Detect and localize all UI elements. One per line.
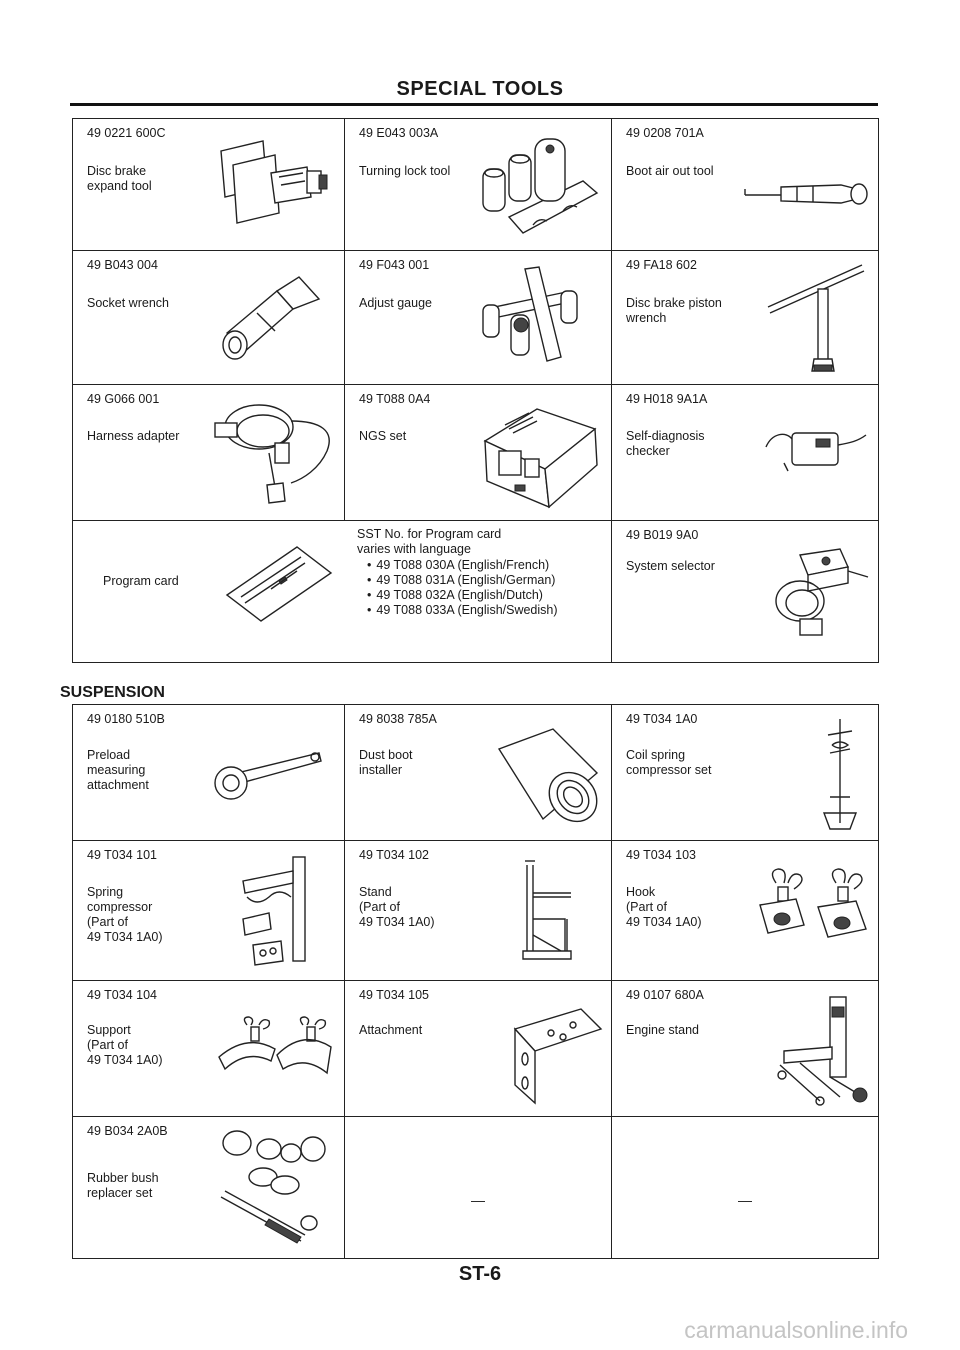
- tool-cell: [612, 841, 879, 981]
- dust-boot-installer-icon: [493, 723, 605, 829]
- tool-name: Turning lock tool: [359, 164, 451, 178]
- tool-name: Support (Part of 49 T034 1A0): [87, 1023, 163, 1067]
- program-card-icon: [221, 541, 337, 623]
- tool-cell: [345, 119, 612, 251]
- tool-cell: [345, 385, 612, 521]
- table-row: [73, 119, 879, 251]
- tool-code: 49 G066 001: [87, 392, 160, 406]
- tool-cell: [73, 119, 345, 251]
- tool-name: Disc brake expand tool: [87, 164, 152, 193]
- tool-code: 49 0221 600C: [87, 126, 166, 140]
- tool-code: 49 T034 105: [359, 988, 429, 1002]
- list-item: • 49 T088 033A (English/Swedish): [367, 603, 558, 618]
- tool-cell: [73, 251, 345, 385]
- tool-name: Attachment: [359, 1023, 423, 1037]
- support-icon: [213, 1015, 337, 1087]
- tool-code: 49 F043 001: [359, 258, 430, 272]
- harness-adapter-icon: [211, 391, 341, 509]
- tool-cell: [612, 521, 879, 663]
- tool-cell: [612, 251, 879, 385]
- table-row: [73, 385, 879, 521]
- tool-name: Coil spring compressor set: [626, 748, 712, 777]
- tool-name: Rubber bush replacer set: [87, 1171, 159, 1200]
- table-row: [73, 981, 879, 1117]
- tool-name: Adjust gauge: [359, 296, 432, 310]
- tool-code: 49 T034 103: [626, 848, 696, 862]
- adjust-gauge-icon: [463, 261, 603, 373]
- table-row: [73, 251, 879, 385]
- list-item: • 49 T088 030A (English/French): [367, 558, 558, 573]
- tool-name: NGS set: [359, 429, 407, 443]
- program-card-notes: [357, 527, 558, 619]
- section-heading: SUSPENSION: [60, 684, 165, 701]
- disc-brake-piston-wrench-icon: [762, 259, 874, 381]
- page-number: ST-6: [458, 1263, 502, 1285]
- tool-code: 49 FA18 602: [626, 258, 697, 272]
- system-selector-icon: [770, 541, 876, 641]
- page-title: SPECIAL TOOLS: [396, 78, 564, 100]
- stand-icon: [513, 855, 593, 975]
- tool-code: 49 0180 510B: [87, 712, 165, 726]
- tool-name: Harness adapter: [87, 429, 180, 443]
- boot-air-out-tool-icon: [737, 171, 872, 211]
- preload-attachment-icon: [201, 739, 331, 809]
- tool-code: 49 T034 104: [87, 988, 157, 1002]
- tool-code: 49 B043 004: [87, 258, 158, 272]
- ngs-set-icon: [475, 389, 603, 513]
- tool-name: Engine stand: [626, 1023, 699, 1037]
- variant-list: [357, 558, 558, 619]
- empty-cell: [612, 1117, 879, 1259]
- list-item: • 49 T088 031A (English/German): [367, 573, 558, 588]
- spring-compressor-icon: [223, 849, 333, 975]
- tool-code: 49 H018 9A1A: [626, 392, 708, 406]
- tool-code: 49 8038 785A: [359, 712, 437, 726]
- tool-code: 49 E043 003A: [359, 126, 439, 140]
- table-row: [73, 705, 879, 841]
- tool-name: Stand (Part of 49 T034 1A0): [359, 885, 435, 929]
- tool-name: Hook (Part of 49 T034 1A0): [626, 885, 702, 929]
- tool-cell: [345, 705, 612, 841]
- note-line: SST No. for Program card: [357, 527, 502, 541]
- title-rule: [70, 103, 878, 106]
- empty-dash: —: [471, 1192, 485, 1208]
- tool-cell: [345, 841, 612, 981]
- hook-icon: [752, 863, 874, 953]
- empty-cell: [345, 1117, 612, 1259]
- tool-code: 49 0107 680A: [626, 988, 704, 1002]
- tool-cell: [345, 251, 612, 385]
- tool-code: 49 B019 9A0: [626, 528, 699, 542]
- tool-code: 49 T034 101: [87, 848, 157, 862]
- tool-name: Boot air out tool: [626, 164, 714, 178]
- list-item: • 49 T088 032A (English/Dutch): [367, 588, 558, 603]
- watermark: carmanualsonline.info: [684, 1317, 908, 1343]
- tool-cell: [73, 1117, 345, 1259]
- special-tools-table: [72, 118, 879, 663]
- table-row: [73, 521, 879, 663]
- suspension-tools-table: [72, 704, 879, 1259]
- tool-cell: [73, 841, 345, 981]
- tool-name: Program card: [103, 574, 179, 588]
- tool-cell: [612, 385, 879, 521]
- tool-cell: [73, 981, 345, 1117]
- tool-cell: [73, 705, 345, 841]
- tool-name: Preload measuring attachment: [87, 748, 149, 792]
- tool-cell: [612, 119, 879, 251]
- tool-code: 49 0208 701A: [626, 126, 704, 140]
- tool-code: 49 B034 2A0B: [87, 1124, 168, 1138]
- self-diagnosis-checker-icon: [760, 423, 872, 483]
- tool-name: System selector: [626, 559, 715, 573]
- attachment-icon: [487, 995, 605, 1109]
- engine-stand-icon: [760, 991, 874, 1109]
- disc-brake-expand-tool-icon: [211, 133, 335, 231]
- tool-name: Dust boot installer: [359, 748, 413, 777]
- tool-code: 49 T034 102: [359, 848, 429, 862]
- socket-wrench-icon: [213, 269, 337, 369]
- note-line: varies with language: [357, 542, 471, 557]
- empty-dash: —: [738, 1192, 752, 1208]
- turning-lock-tool-icon: [473, 129, 603, 241]
- tool-name: Disc brake piston wrench: [626, 296, 722, 325]
- tool-name: Spring compressor (Part of 49 T034 1A0): [87, 885, 163, 944]
- tool-cell: [612, 981, 879, 1117]
- coil-spring-compressor-set-icon: [810, 713, 870, 835]
- table-row: [73, 1117, 879, 1259]
- tool-code: 49 T088 0A4: [359, 392, 431, 406]
- program-card-cell: [73, 521, 612, 663]
- tool-name: Self-diagnosis checker: [626, 429, 705, 458]
- tool-cell: [612, 705, 879, 841]
- tool-code: 49 T034 1A0: [626, 712, 698, 726]
- tool-name: Socket wrench: [87, 296, 169, 310]
- tool-cell: [345, 981, 612, 1117]
- table-row: [73, 841, 879, 981]
- rubber-bush-replacer-set-icon: [209, 1123, 337, 1253]
- tool-cell: [73, 385, 345, 521]
